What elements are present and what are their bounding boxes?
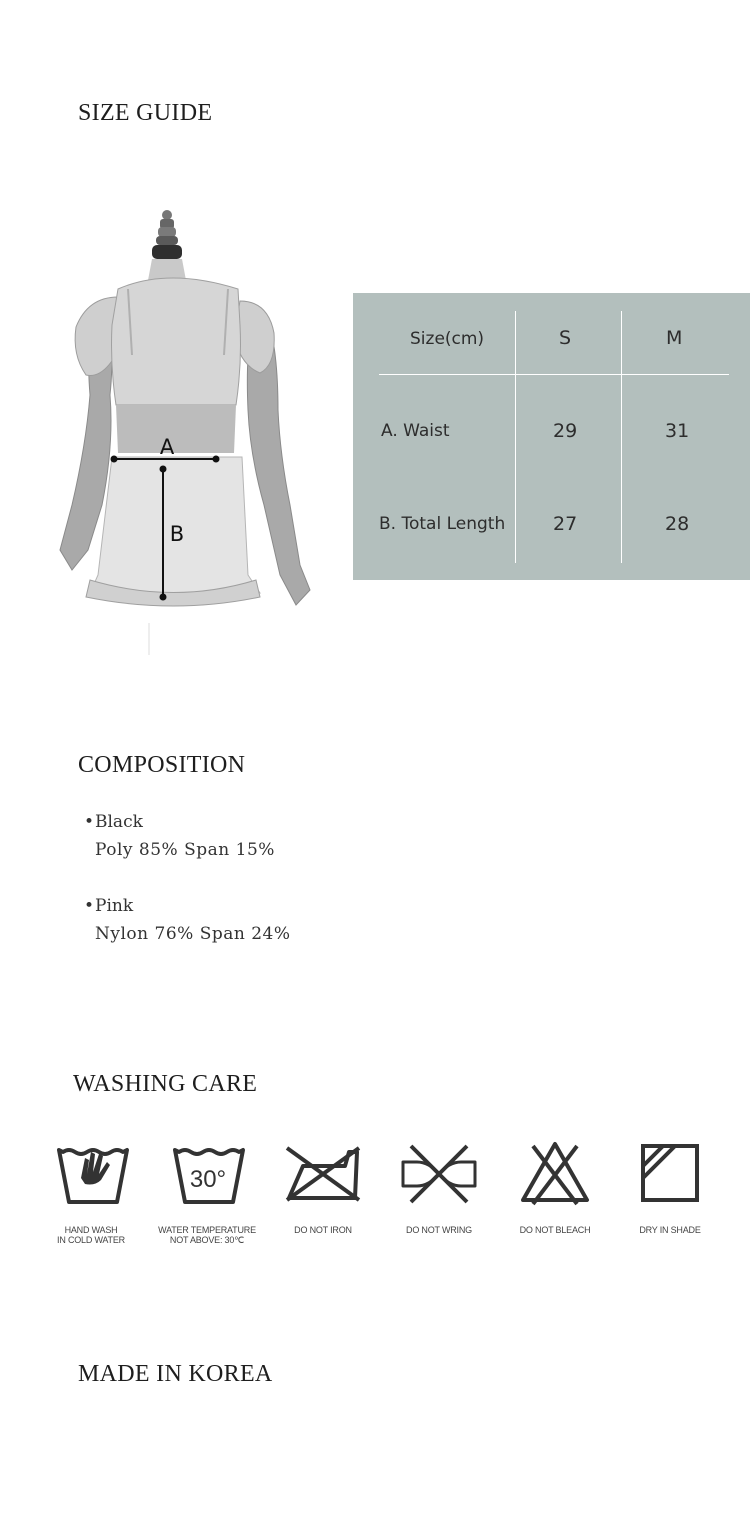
table-cell: 29 bbox=[553, 420, 578, 442]
length-marker-label: B bbox=[169, 522, 185, 546]
table-header-size: Size(cm) bbox=[410, 329, 485, 349]
dry-in-shade-icon bbox=[630, 1138, 710, 1208]
care-item-do-not-wring bbox=[379, 1138, 499, 1208]
temperature-badge: 30° bbox=[189, 1166, 227, 1193]
composition-title: COMPOSITION bbox=[78, 752, 246, 778]
do-not-wring-icon bbox=[399, 1138, 479, 1208]
table-cell: 28 bbox=[665, 513, 690, 535]
care-label: WATER TEMPERATURE NOT ABOVE: 30℃ bbox=[158, 1225, 256, 1245]
composition-item bbox=[84, 808, 275, 864]
care-label: DO NOT BLEACH bbox=[519, 1225, 591, 1235]
origin-title: MADE IN KOREA bbox=[78, 1361, 273, 1387]
size-table bbox=[353, 293, 750, 580]
table-cell: 31 bbox=[665, 420, 690, 442]
composition-item bbox=[84, 892, 291, 948]
table-header-m: M bbox=[666, 327, 683, 349]
care-item-do-not-bleach bbox=[495, 1138, 615, 1208]
table-header-s: S bbox=[559, 327, 572, 349]
care-label: HAND WASH IN COLD WATER bbox=[57, 1225, 125, 1245]
mannequin-finial bbox=[152, 210, 182, 259]
care-label: DRY IN SHADE bbox=[639, 1225, 701, 1235]
mannequin-image bbox=[28, 205, 328, 665]
do-not-iron-icon bbox=[283, 1138, 363, 1208]
care-item-do-not-iron bbox=[263, 1138, 383, 1208]
bullet: • bbox=[84, 896, 95, 916]
table-row-label: B. Total Length bbox=[379, 514, 506, 534]
table-divider bbox=[515, 311, 516, 563]
color-name: Black bbox=[95, 812, 143, 832]
care-item-dry-in-shade bbox=[610, 1138, 730, 1208]
do-not-bleach-icon bbox=[515, 1138, 595, 1208]
water-temperature-30-icon bbox=[167, 1138, 247, 1208]
care-label: DO NOT WRING bbox=[406, 1225, 472, 1235]
waist-marker-label: A bbox=[159, 435, 175, 459]
care-label: DO NOT IRON bbox=[294, 1225, 352, 1235]
bullet: • bbox=[84, 812, 95, 832]
material-text: Poly 85% Span 15% bbox=[95, 840, 275, 860]
care-item-water-temperature bbox=[147, 1138, 267, 1208]
hand-wash-icon bbox=[51, 1138, 131, 1208]
color-name: Pink bbox=[95, 896, 134, 916]
table-cell: 27 bbox=[553, 513, 578, 535]
washing-care-title: WASHING CARE bbox=[73, 1071, 258, 1097]
care-item-hand-wash bbox=[31, 1138, 151, 1208]
size-guide-title: SIZE GUIDE bbox=[78, 100, 213, 126]
table-divider bbox=[621, 311, 622, 563]
table-row-label: A. Waist bbox=[381, 421, 450, 441]
table-header-divider bbox=[379, 374, 729, 375]
material-text: Nylon 76% Span 24% bbox=[95, 924, 291, 944]
